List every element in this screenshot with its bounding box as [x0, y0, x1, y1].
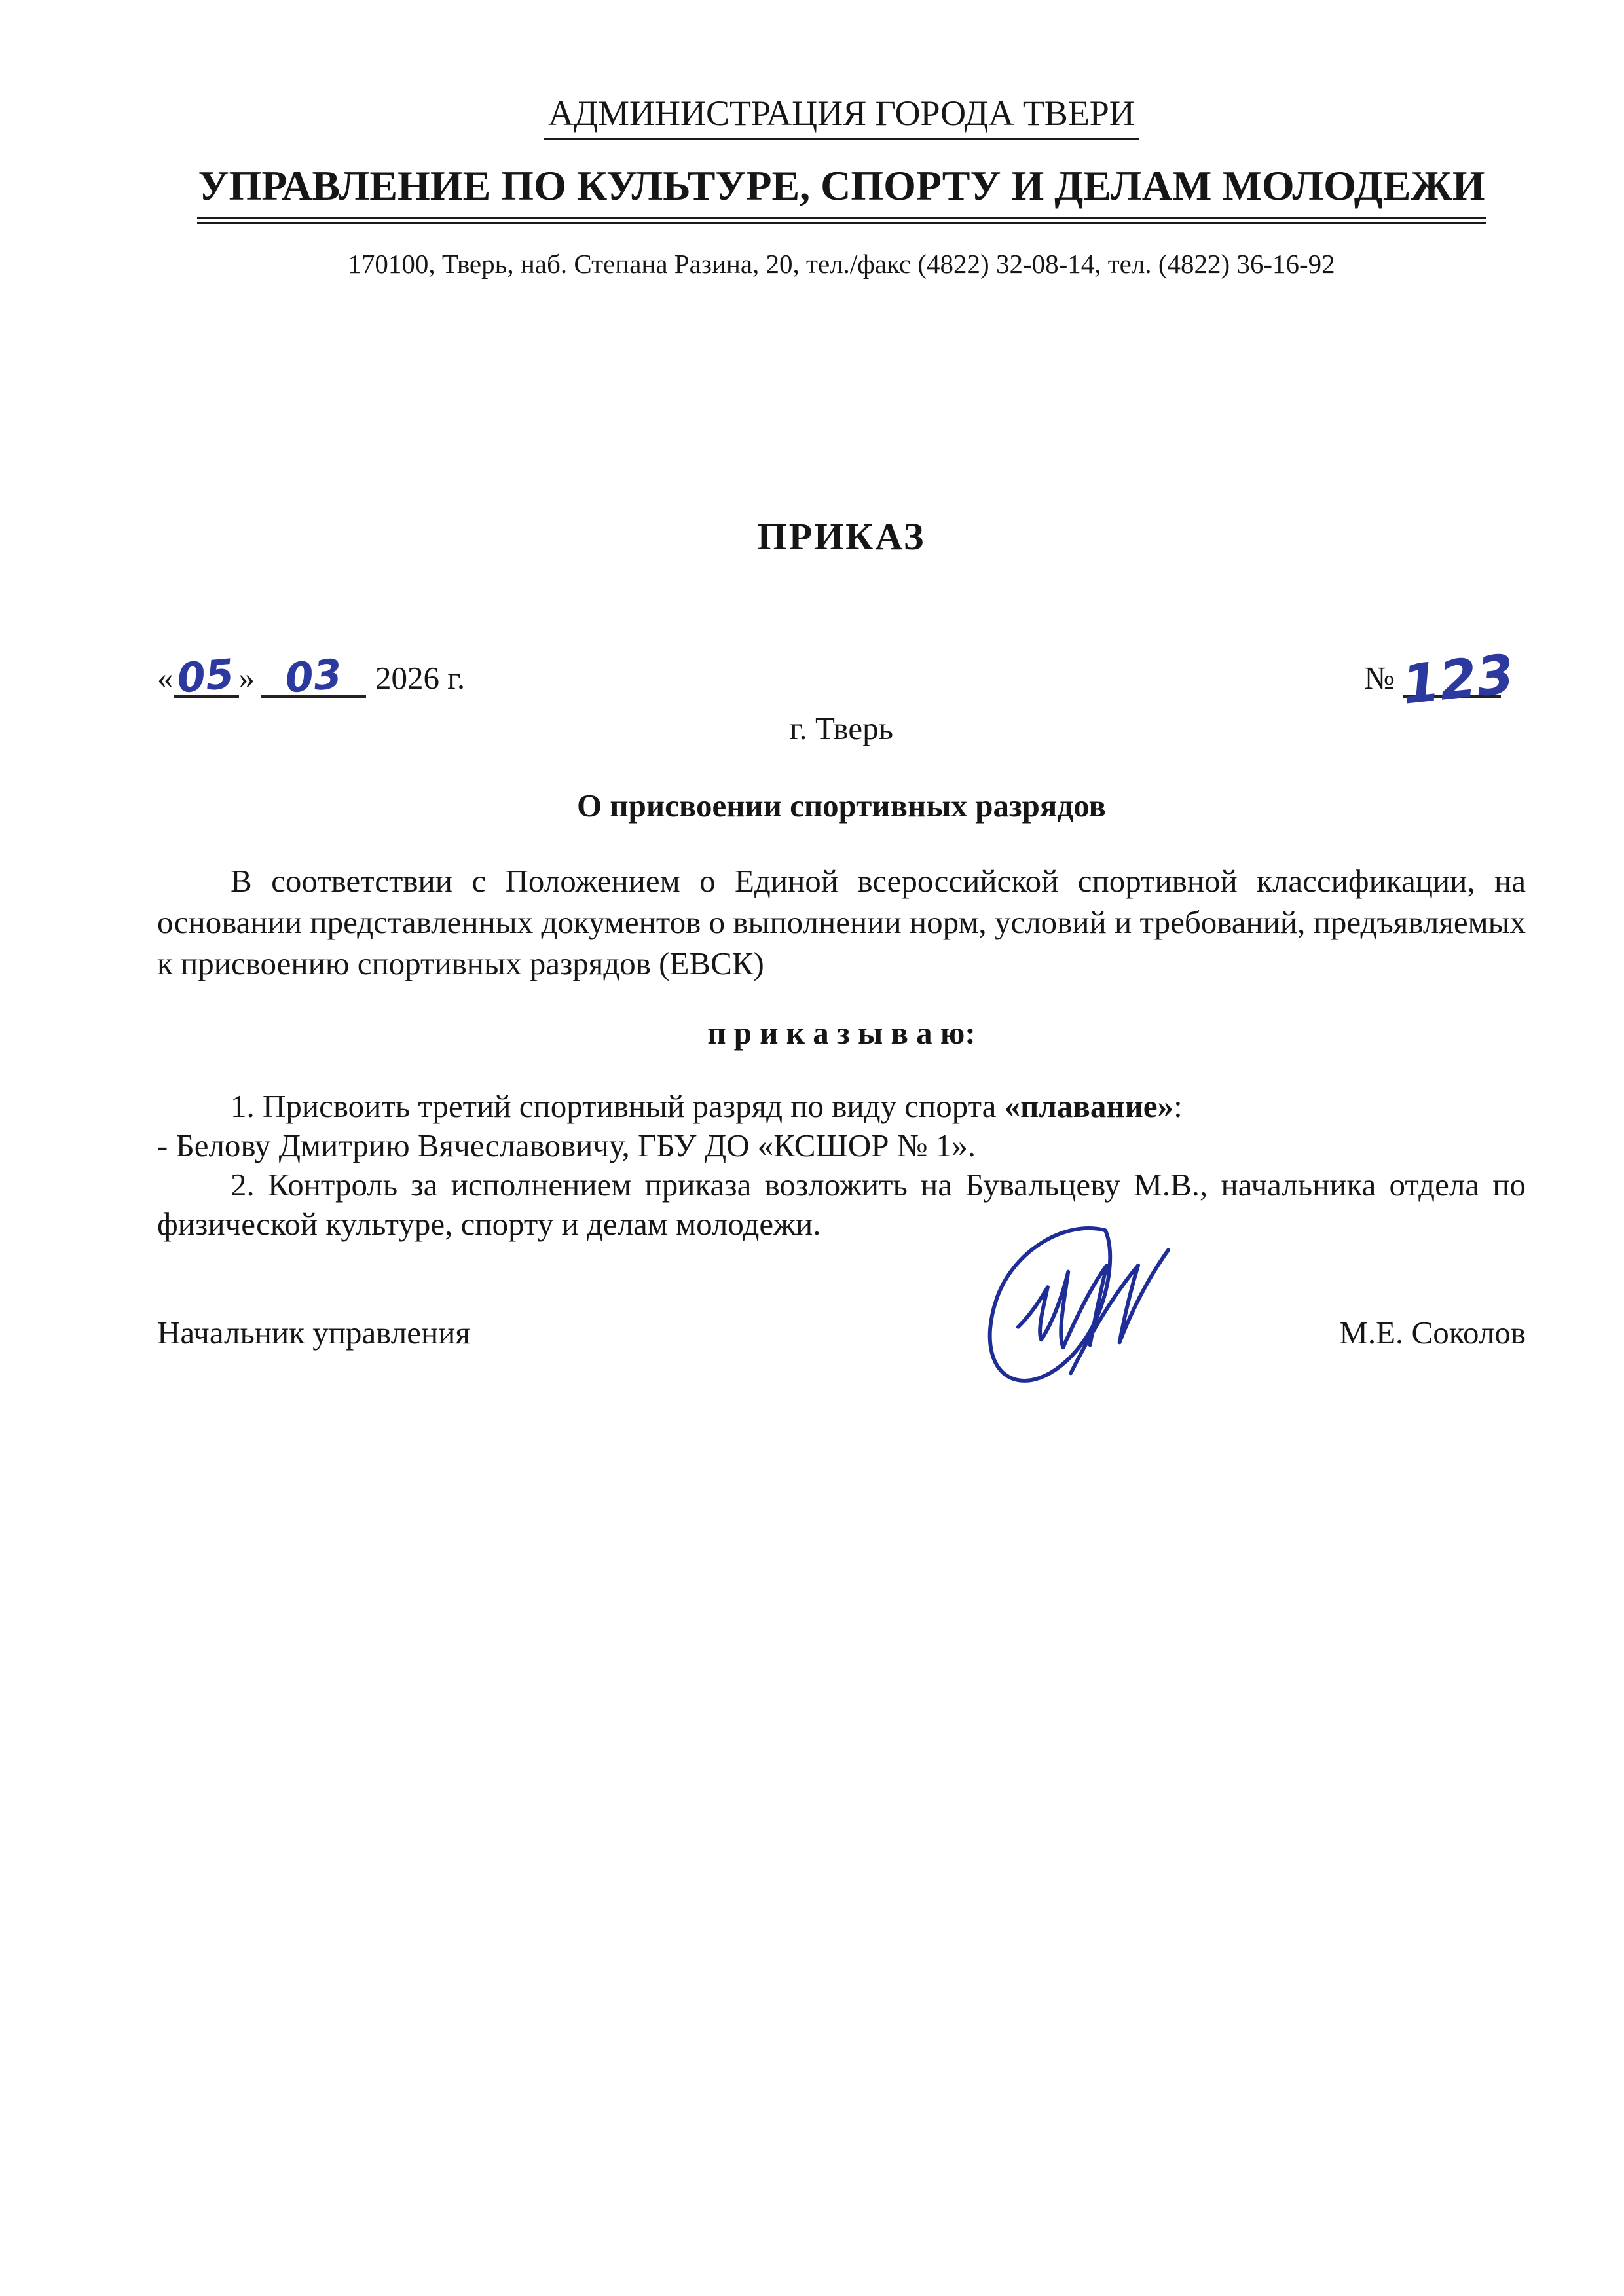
date-month-handwritten: 03	[283, 649, 344, 702]
date-close-quote: »	[238, 660, 255, 696]
doc-number-blank	[1399, 643, 1517, 717]
subject-line: О присвоении спортивных разрядов	[577, 788, 1106, 824]
order-item-2: 2. Контроль за исполнением приказа возложить на Бувальцеву М.В., начальника отдела по физической культуре, спорту и делам молодежи.	[157, 1167, 1526, 1242]
order-item-1	[157, 1087, 1526, 1126]
place-line: г. Тверь	[789, 710, 893, 746]
date-day-blank	[174, 649, 239, 702]
signatory-name: М.Е. Соколов	[1339, 1315, 1526, 1351]
order-item-1-suffix: :	[1173, 1088, 1183, 1124]
org-name-line1-text: АДМИНИСТРАЦИЯ ГОРОДА ТВЕРИ	[544, 92, 1139, 140]
date-number-row	[157, 643, 1526, 717]
date-open-quote: «	[157, 660, 174, 696]
signature-block	[157, 1313, 1526, 1353]
doc-title: ПРИКАЗ	[757, 515, 926, 558]
org-name-line2-text: УПРАВЛЕНИЕ ПО КУЛЬТУРЕ, СПОРТУ И ДЕЛАМ МОЛОДЕЖИ	[197, 160, 1486, 224]
decree-word: п р и к а з ы в а ю:	[707, 1015, 976, 1051]
signature-icon	[979, 1226, 1175, 1386]
date-field	[157, 649, 466, 702]
signatory-position: Начальник управления	[157, 1315, 470, 1351]
order-item-1-prefix: 1. Присвоить третий спортивный разряд по виду спорта	[231, 1088, 1005, 1124]
order-item-1-person: - Белову Дмитрию Вячеславовичу, ГБУ ДО «КСШОР № 1».	[157, 1127, 976, 1163]
doc-number-label: №	[1364, 660, 1395, 696]
date-year: 2026 г.	[375, 660, 466, 696]
doc-number-handwritten: 123	[1399, 643, 1517, 717]
org-name-line1	[157, 92, 1526, 140]
order-items	[157, 1087, 1526, 1244]
order-item-1-sport: «плавание»	[1004, 1088, 1174, 1124]
date-day-handwritten: 05	[175, 649, 236, 702]
org-address: 170100, Тверь, наб. Степана Разина, 20, тел./факс (4822) 32-08-14, тел. (4822) 36-16-92	[348, 249, 1335, 279]
intro-paragraph: В соответствии с Положением о Единой всероссийской спортивной классификации, на основании представленных документов о выполнении норм, условий и требований, предъявляемых к присвоению спортивных разрядов (ЕВСК)	[157, 863, 1526, 981]
org-name-line2	[157, 160, 1526, 224]
doc-number-field	[1364, 643, 1517, 717]
date-month-blank	[261, 649, 366, 702]
